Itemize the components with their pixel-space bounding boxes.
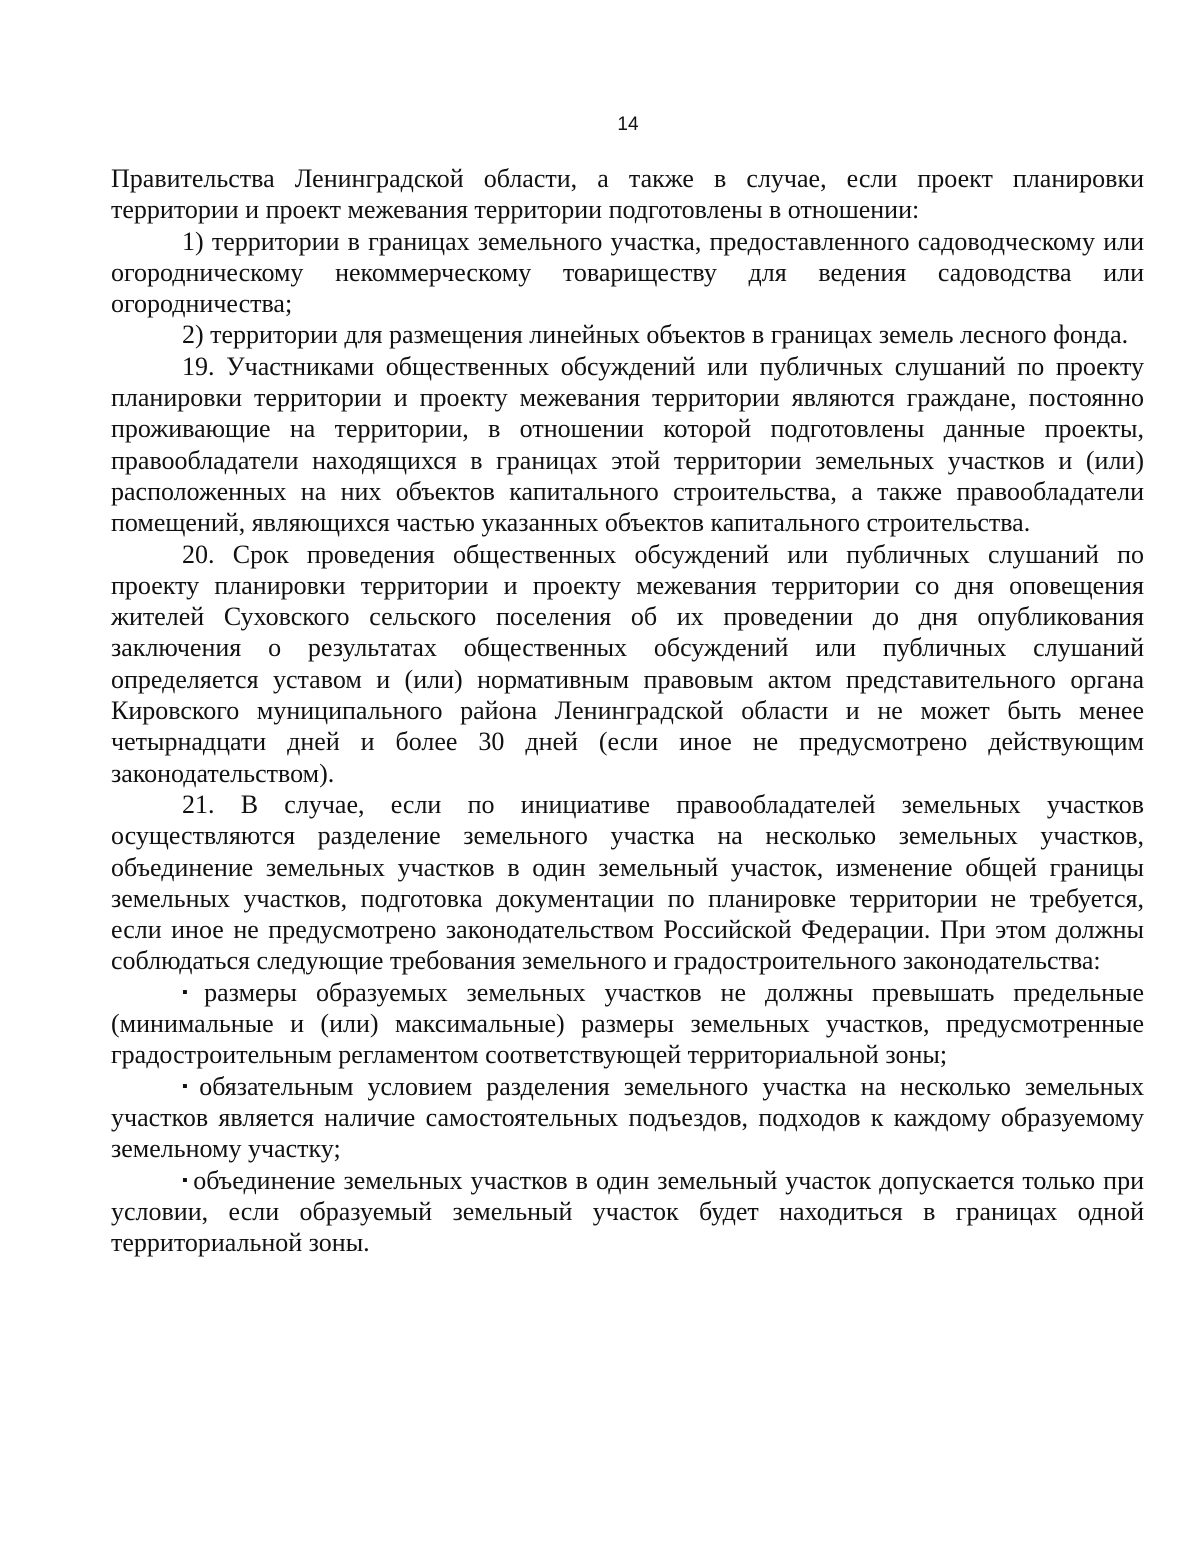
bullet-item [111, 977, 1144, 1071]
page-number: 14 [617, 114, 639, 135]
bullet-text: обязательным условием разделения земельного участка на несколько земельных участков является наличие самостоятельных подъездов, подходов к каждому образуемому земельному участку; [111, 1071, 1144, 1164]
bullet-item [111, 1165, 1144, 1259]
paragraph-item-1: 1) территории в границах земельного участка, предоставленного садоводческому или огородническому некоммерческому товариществу для ведения садоводства или огородничества; [111, 226, 1144, 319]
paragraph-21: 21. В случае, если по инициативе правообладателей земельных участков осуществляются разделение земельного участка на несколько земельных участков, объединение земельных участков в один земельный участок, изменение общей границы земельных участков, подготовка документации по планировке территории не требуется, если иное не предусмотрено законодательством Российской Федерации. При этом должны соблюдаться следующие требования земельного и градостроительного законодательства: [111, 789, 1144, 976]
bullet-icon: ▪ [182, 1077, 196, 1095]
bullet-text: объединение земельных участков в один земельный участок допускается только при условии, если образуемый земельный участок будет находиться в границах одной территориальной зоны. [111, 1165, 1145, 1258]
bullet-text: размеры образуемых земельных участков не должны превышать предельные (минимальные и (или) максимальные) размеры земельных участков, предусмотренные градостроительным регламентом соответствующей территориальной зоны; [111, 977, 1144, 1070]
document-body [111, 163, 1144, 1258]
bullet-icon: ▪ [182, 983, 201, 1001]
paragraph-20: 20. Срок проведения общественных обсуждений или публичных слушаний по проекту планировки территории и проекту межевания территории со дня оповещения жителей Суховского сельского поселения об их проведении до дня опубликования заключения о результатах общественных обсуждений или публичных слушаний определяется уставом и (или) нормативным правовым актом представительного органа Кировского муниципального района Ленинградской области и не может быть менее четырнадцати дней и более 30 дней (если иное не предусмотрено действующим законодательством). [111, 539, 1144, 788]
bullet-icon: ▪ [182, 1171, 190, 1189]
paragraph-19: 19. Участниками общественных обсуждений или публичных слушаний по проекту планировки территории и проекту межевания территории являются граждане, постоянно проживающие на территории, в отношении которой подготовлены данные проекты, правообладатели находящихся в границах этой территории земельных участков и (или) расположенных на них объектов капитального строительства, а также правообладатели помещений, являющихся частью указанных объектов капитального строительства. [111, 351, 1144, 538]
bullet-item [111, 1071, 1144, 1165]
paragraph-item-2: 2) территории для размещения линейных объектов в границах земель лесного фонда. [182, 320, 1129, 350]
paragraph-continuation: Правительства Ленинградской области, а также в случае, если проект планировки территории и проект межевания территории подготовлены в отношении: [111, 164, 1144, 225]
